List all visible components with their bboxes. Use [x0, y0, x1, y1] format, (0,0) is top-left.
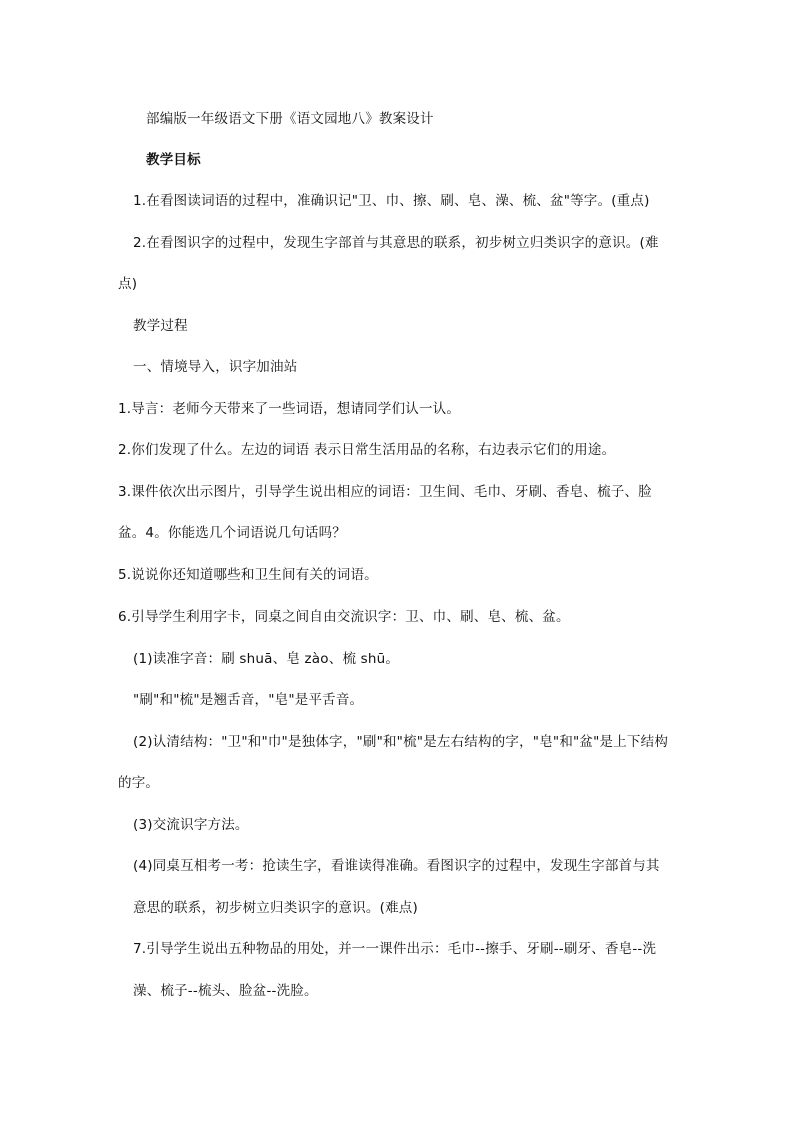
step-2: 2.你们发现了什么。左边的词语 表示日常生活用品的名称，右边表示它们的用途。 [118, 442, 616, 458]
step-3-line-2: 盆。4。你能选几个词语说几句话吗？ [118, 525, 346, 541]
goal-2-line-1: 2.在看图识字的过程中，发现生字部首与其意思的联系，初步树立归类识字的意识。(难 [133, 235, 659, 251]
sub-step-4-line-2: 意思的联系，初步树立归类识字的意识。(难点) [133, 900, 418, 916]
sub-step-3: (3)交流识字方法。 [133, 817, 249, 833]
sub-step-2-line-2: 的字。 [118, 775, 160, 791]
goal-2-line-2: 点) [118, 276, 138, 292]
sub-step-4-line-1: (4)同桌互相考一考：抢读生字，看谁读得准确。看图识字的过程中，发现生字部首与其 [133, 858, 660, 874]
document-title: 部编版一年级语文下册《语文园地八》教案设计 [146, 111, 434, 127]
section-1-heading: 一、情境导入，识字加油站 [133, 359, 298, 375]
process-heading: 教学过程 [133, 318, 188, 334]
step-7-line-2: 澡、梳子--梳头、脸盆--洗脸。 [133, 983, 318, 999]
step-6: 6.引导学生利用字卡，同桌之间自由交流识字：卫、巾、刷、皂、梳、盆。 [118, 609, 570, 625]
sub-step-1-note: "刷"和"梳"是翘舌音，"皂"是平舌音。 [133, 692, 364, 708]
step-7-line-1: 7.引导学生说出五种物品的用处，并一一课件出示：毛巾--擦手、牙刷--刷牙、香皂--洗 [133, 941, 657, 957]
step-3-line-1: 3.课件依次出示图片，引导学生说出相应的词语：卫生间、毛巾、牙刷、香皂、梳子、脸 [118, 484, 652, 500]
sub-step-2-line-1: (2)认清结构："卫"和"巾"是独体字，"刷"和"梳"是左右结构的字，"皂"和"盆"是上下结构 [133, 734, 669, 750]
sub-step-1: (1)读准字音：刷 shuā、皂 zào、梳 shū。 [133, 651, 400, 667]
step-1: 1.导言：老师今天带来了一些词语，想请同学们认一认。 [118, 401, 461, 417]
goal-1: 1.在看图读词语的过程中，准确识记"卫、巾、擦、刷、皂、澡、梳、盆"等字。(重点) [133, 193, 650, 209]
goals-heading: 教学目标 [146, 152, 201, 168]
step-5: 5.说说你还知道哪些和卫生间有关的词语。 [118, 567, 378, 583]
